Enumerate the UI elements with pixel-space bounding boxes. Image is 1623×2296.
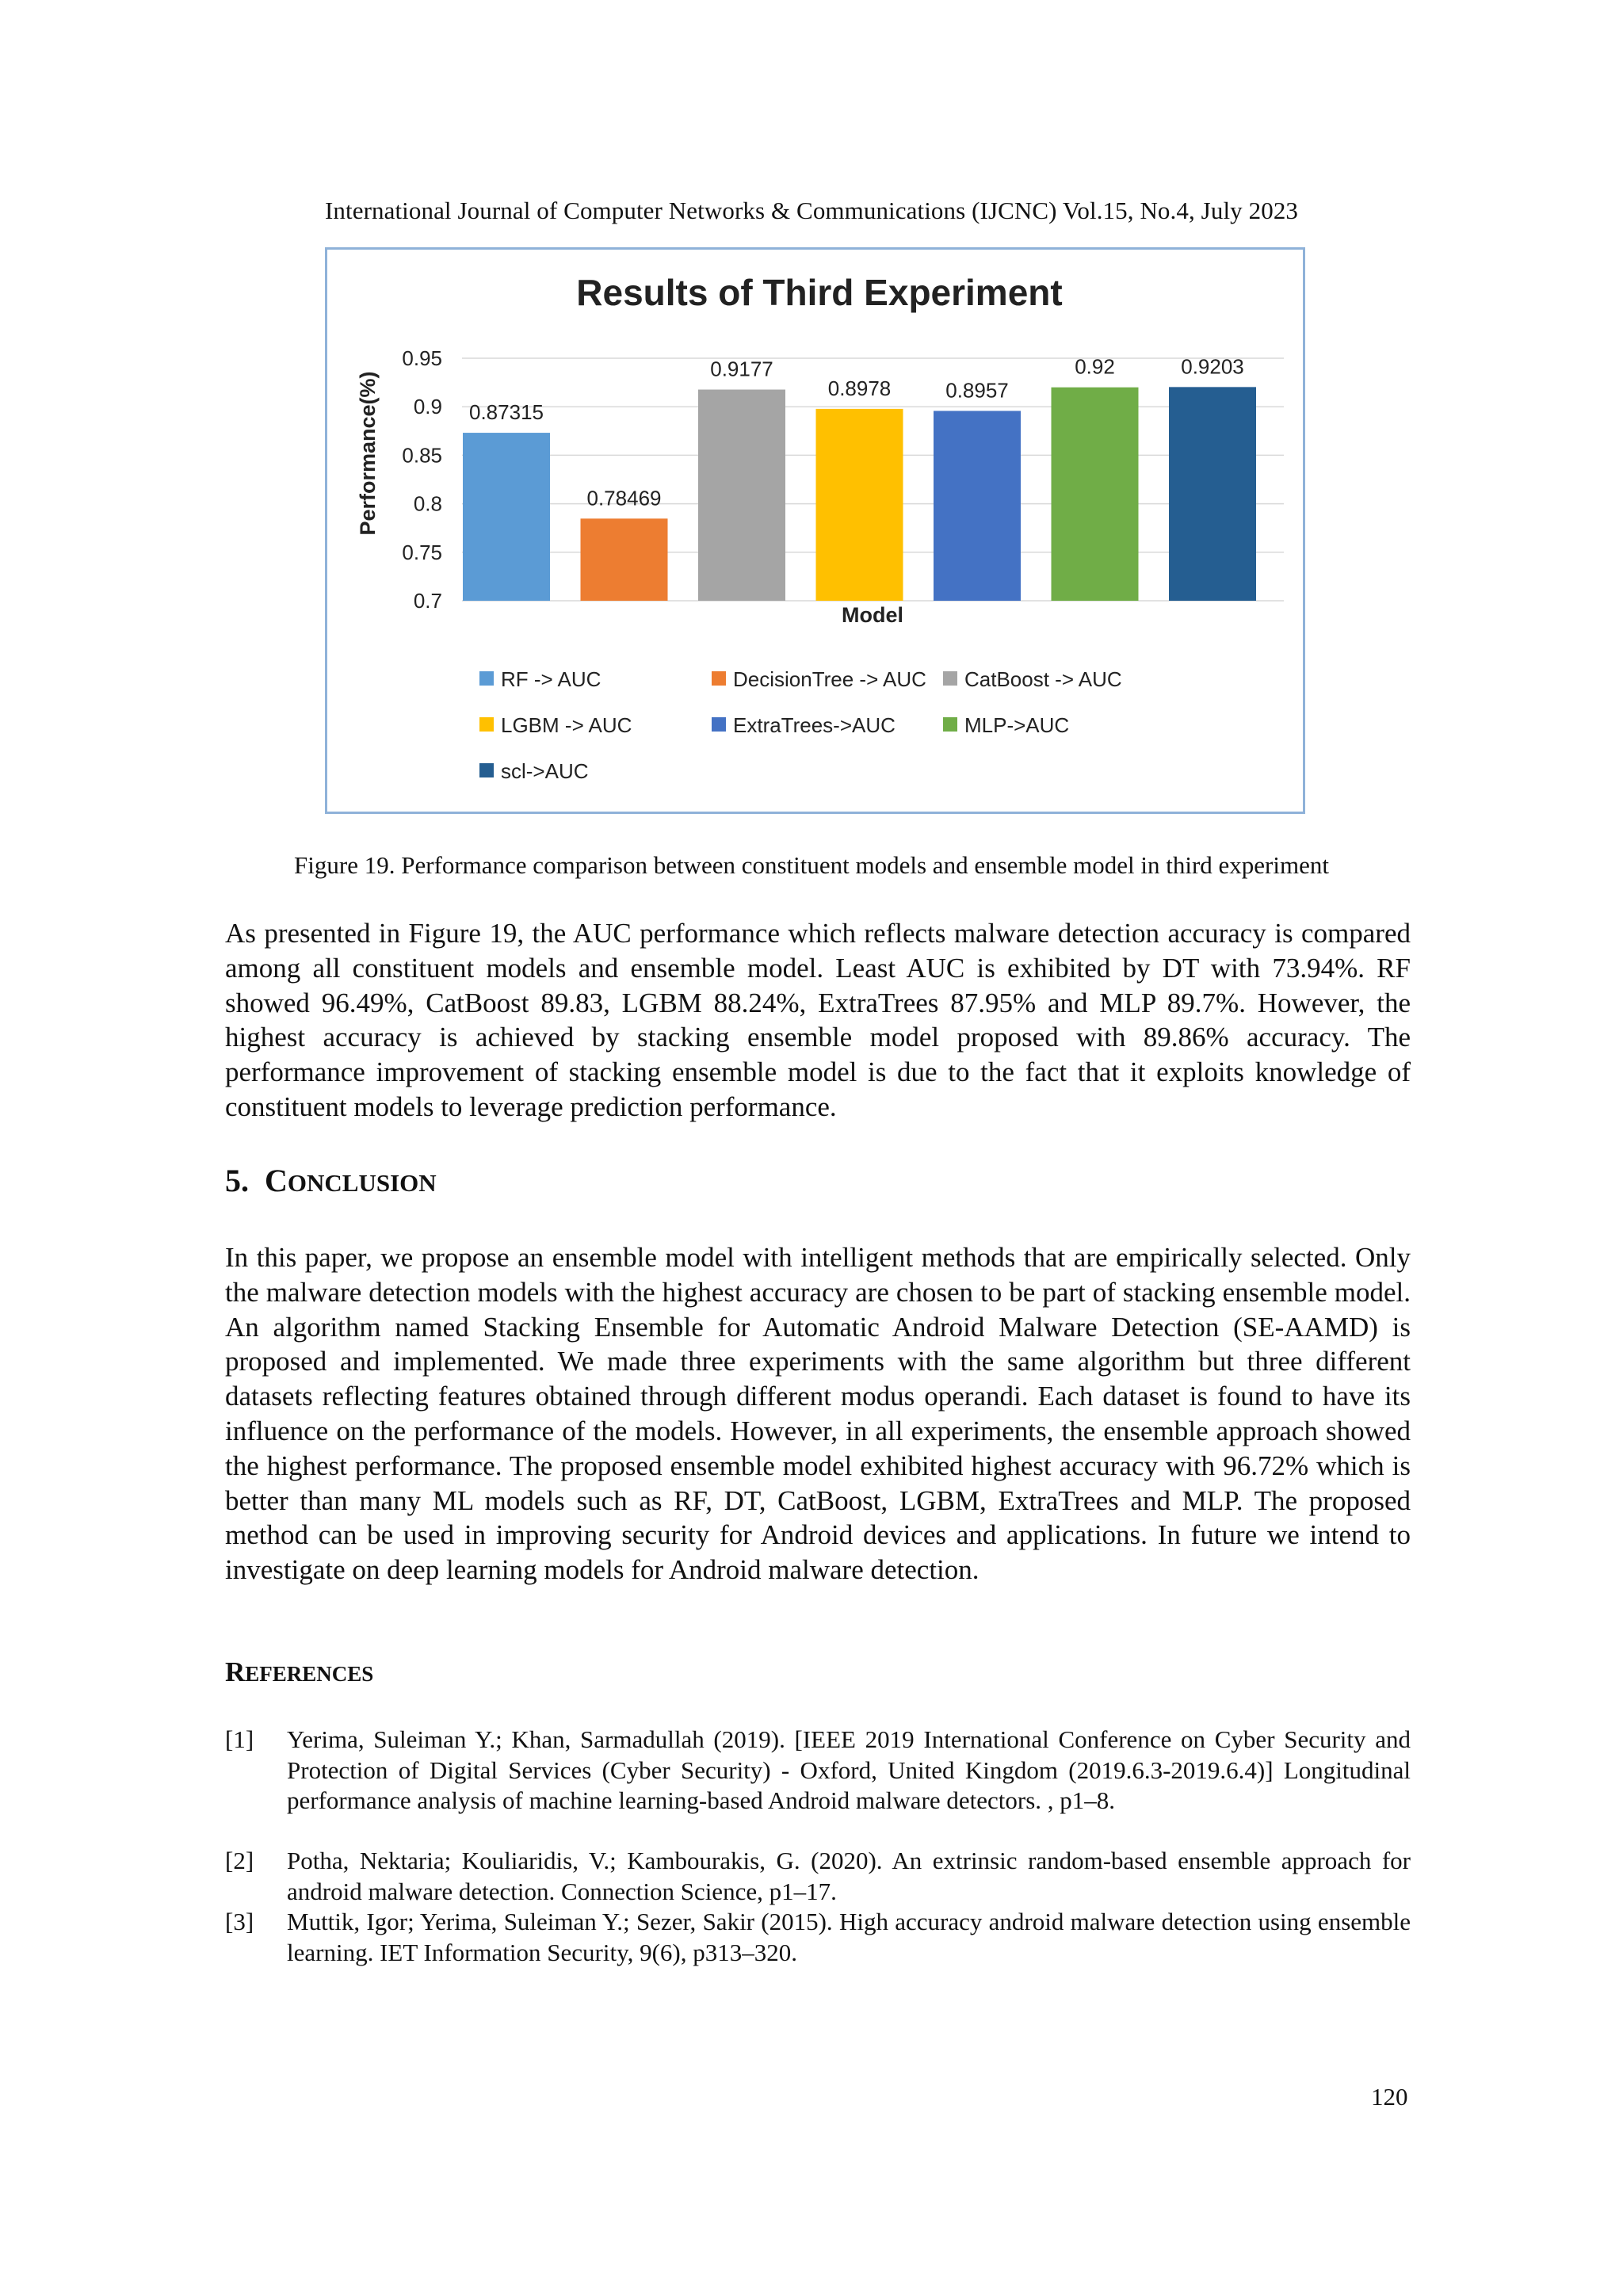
bar-chart [327,250,1303,812]
bars [463,387,1256,601]
bar-0 [463,433,550,601]
reference-item [225,1846,1411,1907]
reference-text: Yerima, Suleiman Y.; Khan, Sarmadullah (2019). [IEEE 2019 International Conference on Cyber Security and Protection of Digital Services (Cyber Security) - Oxford, United Kingdom (2019.6.3-2019.6.4)] Longitudinal performance analysis of machine learning-based Android malware detectors. , p1–8. [287,1725,1411,1814]
page-number: 120 [1371,2083,1408,2111]
y-tick-label: 0.95 [402,346,442,370]
reference-text: Potha, Nektaria; Kouliaridis, V.; Kambourakis, G. (2020). An extrinsic random-based ensemble approach for android malware detection. Connection Science, p1–17. [287,1847,1411,1905]
legend-swatch [479,671,494,686]
reference-item [225,1725,1411,1817]
bar-2 [698,390,785,601]
y-tick-label: 0.85 [402,443,442,468]
y-tick-labels [402,346,442,613]
y-axis-label: Performance(%) [356,371,380,536]
results-paragraph: As presented in Figure 19, the AUC performance which reflects malware detection accuracy is compared among all constituent models and ensemble model. Least AUC is exhibited by DT with 73.94%. RF showed 96.49%, CatBoost 89.83, LGBM 88.24%, ExtraTrees 87.95% and MLP 89.7%. However, the highest accuracy is achieved by stacking ensemble model proposed with 89.86% accuracy. The performance improvement of stacking ensemble model is due to the fact that it exploits knowledge of constituent models to leverage prediction performance. [225,918,1411,1122]
section-title-initial: C [265,1163,288,1198]
section-title-rest: ONCLUSION [287,1169,437,1197]
data-label: 0.8978 [827,376,892,400]
legend-label: ExtraTrees->AUC [733,713,896,737]
legend-swatch [479,717,494,732]
references-heading [225,1656,373,1688]
chart-title: Results of Third Experiment [576,272,1063,313]
bar-4 [934,411,1021,601]
legend-swatch [712,671,726,686]
data-label: 0.9203 [1181,354,1244,379]
legend-swatch [943,671,957,686]
bar-6 [1169,387,1256,601]
x-axis-label: Model [842,603,903,627]
section-heading-conclusion [225,1162,437,1199]
conclusion-paragraph: In this paper, we propose an ensemble model with intelligent methods that are empirically selected. Only the malware detection models with the highest accuracy are chosen to be part of stacking ensemble model. An algorithm named Stacking Ensemble for Automatic Android Malware Detection (SE-AAMD) is proposed and implemented. We made three experiments with the same algorithm but three different datasets reflecting features obtained through different modus operandi. Each dataset is found to have its influence on the performance of the models. However, in all experiments, the ensemble approach showed the highest performance. The proposed ensemble model exhibited highest accuracy with 96.72% which is better than many ML models such as RF, DT, CatBoost, LGBM, ExtraTrees and MLP. The proposed method can be used in improving security for Android devices and applications. In future we intend to investigate on deep learning models for Android malware detection. [225,1242,1411,1586]
data-label: 0.9177 [710,357,773,381]
data-label: 0.87315 [469,400,544,425]
figure-19-chart [325,247,1305,814]
bar-3 [816,409,903,601]
section-number: 5. [225,1163,249,1198]
y-tick-label: 0.7 [413,589,442,613]
references-initial: R [225,1656,246,1687]
legend-label: DecisionTree -> AUC [733,667,926,691]
y-tick-label: 0.9 [413,395,442,419]
legend-label: CatBoost -> AUC [964,667,1122,691]
bar-1 [581,518,668,601]
y-tick-label: 0.8 [413,491,442,516]
reference-number: [2] [225,1847,254,1874]
legend-label: MLP->AUC [964,713,1070,737]
reference-item [225,1907,1411,1968]
reference-text: Muttik, Igor; Yerima, Suleiman Y.; Sezer, Sakir (2015). High accuracy android malware detection using ensemble learning. IET Information Security, 9(6), p313–320. [287,1908,1411,1966]
references-rest: EFERENCES [245,1662,374,1686]
legend-swatch [479,763,494,777]
legend-swatch [943,717,957,732]
legend-swatch [712,717,726,732]
legend [479,667,1122,783]
reference-number: [1] [225,1725,254,1753]
data-label: 0.78469 [586,486,662,510]
data-label: 0.8957 [945,378,1009,403]
legend-label: scl->AUC [501,759,589,783]
legend-label: RF -> AUC [501,667,601,691]
data-label: 0.92 [1075,354,1115,379]
bar-5 [1052,388,1139,601]
figure-caption: Figure 19. Performance comparison between constituent models and ensemble model in third experiment [294,851,1329,879]
running-header: International Journal of Computer Networks & Communications (IJCNC) Vol.15, No.4, July 2023 [324,197,1299,224]
reference-number: [3] [225,1908,254,1935]
y-tick-label: 0.75 [402,540,442,564]
legend-label: LGBM -> AUC [501,713,632,737]
